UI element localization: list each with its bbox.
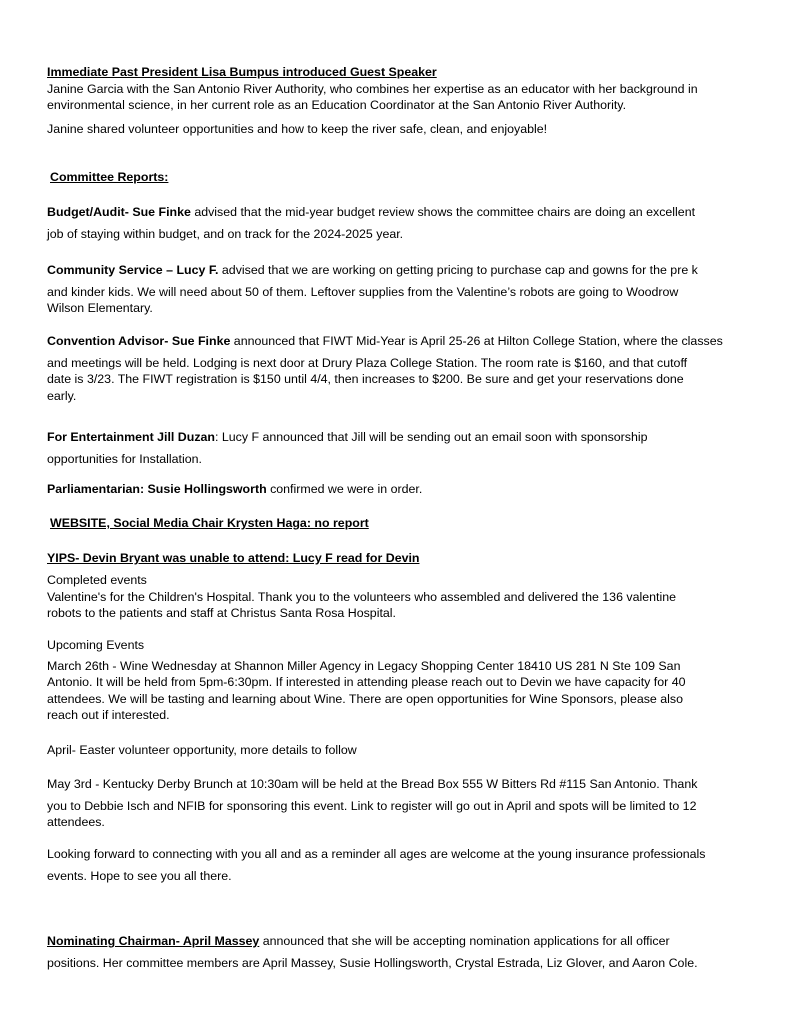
- wine-event-line-4: reach out if interested.: [47, 708, 170, 723]
- nominating-text-1: announced that she will be accepting nomination applications for all officer: [259, 934, 670, 948]
- completed-events-line-2: robots to the patients and staff at Christus Santa Rosa Hospital.: [47, 606, 396, 621]
- entertainment-text-1: : Lucy F announced that Jill will be sending out an email soon with sponsorship: [214, 430, 648, 444]
- guest-speaker-line-2: environmental science, in her current role as an Education Coordinator at the San Antonio River Authority.: [47, 98, 627, 113]
- derby-event-line-1: May 3rd - Kentucky Derby Brunch at 10:30am will be held at the Bread Box 555 W Bitters Rd #115 San Antonio. Thank: [47, 777, 698, 791]
- website-heading: WEBSITE, Social Media Chair Krysten Haga: no report: [50, 516, 369, 530]
- volunteer-paragraph: [47, 121, 747, 138]
- entertainment-label: For Entertainment Jill Duzan: [47, 430, 215, 444]
- community-service-report: [47, 262, 747, 317]
- completed-events-line-1: Valentine's for the Children's Hospital. Thank you to the volunteers who assembled and delivered the 136 valentine: [47, 589, 677, 604]
- wine-event-line-1: March 26th - Wine Wednesday at Shannon Miller Agency in Legacy Shopping Center 18410 US 281 N Ste 109 San: [47, 658, 681, 673]
- convention-text-3: date is 3/23. The FIWT registration is $150 until 4/4, then increases to $200. Be sure and get your reservations done: [47, 372, 684, 387]
- committee-reports-heading: Committee Reports:: [50, 170, 169, 184]
- entertainment-text-2: opportunities for Installation.: [47, 451, 202, 466]
- nominating-label: Nominating Chairman- April Massey: [47, 934, 260, 948]
- wine-event-line-3: attendees. We will be tasting and learning about Wine. There are open opportunities for Wine Sponsors, please also: [47, 691, 683, 706]
- yips-completed-events: [47, 572, 747, 622]
- yips-upcoming-events: [47, 637, 747, 724]
- convention-report: [47, 333, 747, 404]
- budget-text-1: advised that the mid-year budget review shows the committee chairs are doing an excellent: [190, 205, 696, 219]
- entertainment-report: [47, 429, 747, 467]
- community-service-label: Community Service – Lucy F.: [47, 263, 219, 277]
- derby-event-line-2: you to Debbie Isch and NFIB for sponsoring this event. Link to register will go out in April and spots will be limited to 12: [47, 798, 697, 813]
- community-service-text-2: and kinder kids. We will need about 50 of them. Leftover supplies from the Valentine’s robots are going to Woodrow: [47, 284, 679, 299]
- wine-event-line-2: Antonio. It will be held from 5pm-6:30pm. If interested in attending please reach out to Devin we have capacity for 40: [47, 675, 686, 690]
- convention-text-2: and meetings will be held. Lodging is next door at Drury Plaza College Station. The room rate is $160, and that cutoff: [47, 355, 688, 370]
- parliamentarian-report: [47, 481, 747, 498]
- yips-report: [47, 550, 747, 567]
- budget-report: [47, 204, 747, 242]
- past-president-heading: Immediate Past President Lisa Bumpus introduced Guest Speaker: [47, 65, 437, 79]
- yips-closing: [47, 846, 747, 884]
- derby-event-line-3: attendees.: [47, 815, 105, 830]
- easter-event: [47, 742, 747, 759]
- closing-line-2: events. Hope to see you all there.: [47, 868, 232, 883]
- community-service-text-3: Wilson Elementary.: [47, 301, 153, 316]
- parliamentarian-text: confirmed we were in order.: [266, 482, 423, 496]
- derby-event: [47, 776, 747, 831]
- upcoming-events-label: Upcoming Events: [47, 638, 145, 652]
- website-report: [50, 515, 750, 532]
- parliamentarian-label: Parliamentarian: Susie Hollingsworth: [47, 482, 267, 496]
- convention-label: Convention Advisor- Sue Finke: [47, 334, 231, 348]
- budget-label: Budget/Audit- Sue Finke: [47, 205, 191, 219]
- convention-text-4: early.: [47, 388, 77, 403]
- yips-heading: YIPS- Devin Bryant was unable to attend: Lucy F read for Devin: [47, 551, 420, 565]
- budget-text-2: job of staying within budget, and on track for the 2024-2025 year.: [47, 226, 404, 241]
- guest-speaker-line-1: Janine Garcia with the San Antonio River Authority, who combines her expertise as an educator with her background in: [47, 81, 698, 96]
- easter-event-line: April- Easter volunteer opportunity, more details to follow: [47, 743, 357, 757]
- community-service-text-1: advised that we are working on getting pricing to purchase cap and gowns for the pre k: [218, 263, 698, 277]
- committee-reports-section: [50, 169, 750, 186]
- nominating-report: [47, 933, 747, 971]
- nominating-text-2: positions. Her committee members are April Massey, Susie Hollingsworth, Crystal Estrada, Liz Glover, and Aaron Cole.: [47, 955, 698, 970]
- past-president-section: [47, 64, 747, 114]
- closing-line-1: Looking forward to connecting with you all and as a reminder all ages are welcome at the young insurance professionals: [47, 847, 706, 861]
- convention-text-1: announced that FIWT Mid-Year is April 25-26 at Hilton College Station, where the classes: [230, 334, 723, 348]
- volunteer-line: Janine shared volunteer opportunities and how to keep the river safe, clean, and enjoyable!: [47, 122, 548, 136]
- completed-events-label: Completed events: [47, 573, 147, 587]
